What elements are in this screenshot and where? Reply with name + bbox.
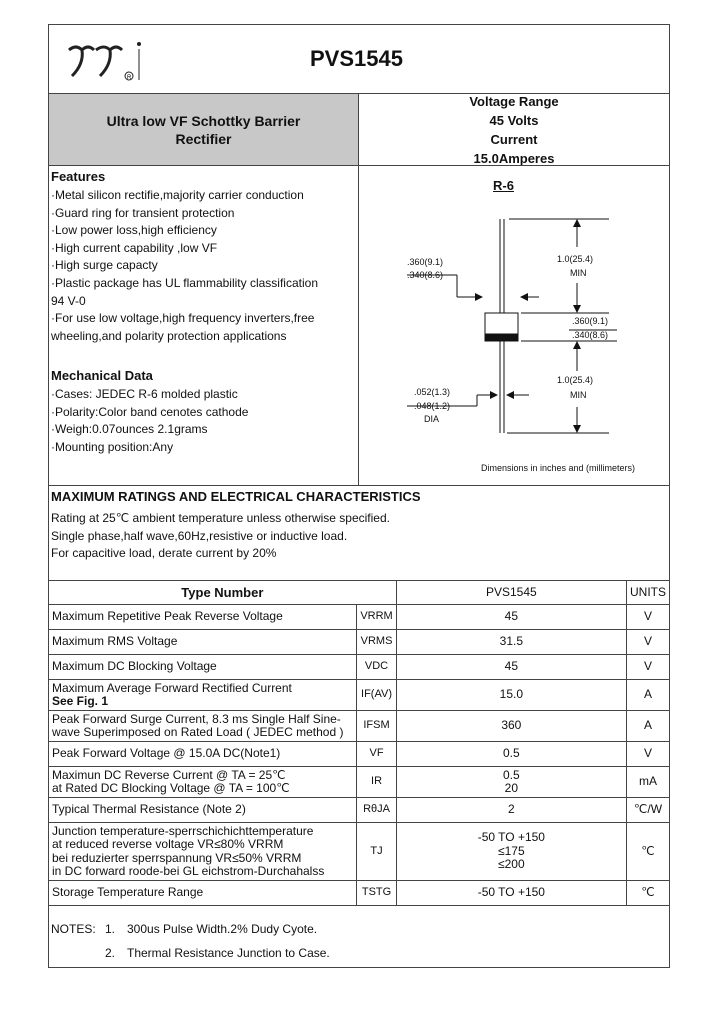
row-unit: A: [626, 680, 669, 711]
table-row: [49, 798, 670, 823]
row-symbol: TJ: [357, 823, 396, 881]
svg-text:R: R: [127, 75, 132, 81]
mechanical-item: ·Mounting position:Any: [51, 439, 174, 454]
row-value: 0.5: [396, 742, 626, 767]
mechanical-item: ·Weigh:0.07ounces 2.1grams: [51, 422, 208, 437]
note-2-text: Thermal Resistance Junction to Case.: [127, 946, 330, 960]
row-unit: V: [626, 630, 669, 655]
row-param-line2: at reduced reverse voltage VR≤80% VRRM: [52, 837, 284, 851]
feature-item: ·For use low voltage,high frequency inverters,free: [51, 311, 315, 326]
row-value-line1: 0.5: [503, 767, 520, 782]
condition-line: For capacitive load, derate current by 20%: [51, 546, 277, 560]
row-unit: mA: [626, 767, 669, 798]
row-value: [396, 823, 626, 881]
row-param: [49, 823, 357, 881]
mechanical-title: Mechanical Data: [51, 368, 153, 383]
table-row: [49, 630, 670, 655]
row-param-line1: Junction temperature-sperrschichichttemperature: [52, 823, 314, 838]
row-value: [396, 767, 626, 798]
package-outline-diagram: [359, 195, 669, 465]
row-value-line2: ≤175: [498, 843, 525, 858]
mechanical-item: ·Polarity:Color band cenotes cathode: [51, 404, 249, 419]
table-row: [49, 881, 670, 906]
logo-mark: [64, 34, 154, 84]
row-symbol: VDC: [357, 655, 396, 680]
mechanical-item: ·Cases: JEDEC R-6 molded plastic: [51, 387, 238, 401]
row-param-line4: in DC forward roode-bei GL eichstrom-Durchahalss: [52, 864, 325, 878]
table-row: [49, 655, 670, 680]
table-row: [49, 605, 670, 630]
feature-item: ·Plastic package has UL flammability classification: [51, 275, 318, 290]
row-symbol: VF: [357, 742, 396, 767]
voltage-range-label: Voltage Range: [469, 93, 559, 109]
dim-dia-b: .048(1.2): [414, 401, 451, 411]
ratings-summary: [359, 94, 669, 165]
product-description: [49, 94, 358, 165]
row-unit: V: [626, 742, 669, 767]
notes-label: NOTES:: [51, 922, 96, 936]
dim-min: MIN: [570, 268, 587, 278]
table-row: [49, 767, 670, 798]
features-title: Features: [51, 169, 106, 184]
row-value: 45: [396, 655, 626, 680]
features-list: [51, 187, 356, 345]
dim-dia-label: DIA: [424, 414, 440, 424]
row-param: Storage Temperature Range: [49, 881, 357, 906]
rating-conditions: [51, 510, 390, 563]
row-symbol: IR: [357, 767, 396, 798]
dim-top-b: .340(8.6): [407, 270, 444, 280]
dim-dia-a: .052(1.3): [414, 387, 451, 397]
ratings-table: [48, 580, 670, 906]
row-symbol: VRRM: [357, 605, 396, 630]
package-name: R-6: [493, 178, 514, 193]
row-value: 360: [396, 711, 626, 742]
row-symbol: TSTG: [357, 881, 396, 906]
row-param: Maximum Repetitive Peak Reverse Voltage: [49, 605, 357, 630]
row-param: Maximum DC Blocking Voltage: [49, 655, 357, 680]
row-unit: V: [626, 605, 669, 630]
dim-body-b: .340(8.6): [572, 330, 609, 340]
row-symbol: IF(AV): [357, 680, 396, 711]
condition-line: Single phase,half wave,60Hz,resistive or inductive load.: [51, 528, 348, 543]
feature-item: ·Guard ring for transient protection: [51, 205, 235, 220]
description-line1: Ultra low VF Schottky Barrier: [106, 112, 301, 129]
feature-item: wheeling,and polarity protection applications: [51, 328, 287, 343]
description-line2: Rectifier: [175, 130, 232, 147]
feature-item: 94 V-0: [51, 293, 86, 308]
table-row: [49, 823, 670, 881]
row-value: 2: [396, 798, 626, 823]
company-logo: [64, 34, 154, 84]
header-part: PVS1545: [396, 581, 626, 605]
table-row: [49, 742, 670, 767]
row-param: [49, 711, 357, 742]
dim-lead-length-2: 1.0(25.4): [557, 375, 594, 385]
header-units: UNITS: [626, 581, 669, 605]
note-2-number: 2.: [105, 946, 116, 960]
row-param-line2: at Rated DC Blocking Voltage @ TA = 100℃: [52, 781, 290, 795]
row-param-line2: wave Superimposed on Rated Load ( JEDEC method ): [52, 725, 344, 739]
dim-top-a: .360(9.1): [407, 257, 444, 267]
row-param-line1: Maximun DC Reverse Current @ TA = 25℃: [52, 767, 286, 782]
row-unit: ℃/W: [626, 798, 669, 823]
note-1-text: 300us Pulse Width.2% Dudy Cyote.: [127, 922, 318, 936]
dim-body-a: .360(9.1): [572, 316, 609, 326]
table-row: [49, 711, 670, 742]
row-value-line1: -50 TO +150: [477, 830, 545, 845]
current-label: Current: [490, 131, 538, 147]
notes: [51, 922, 330, 964]
row-param: [49, 680, 357, 711]
row-unit: ℃: [626, 823, 669, 881]
dim-min-2: MIN: [570, 390, 587, 400]
header-type-number: Type Number: [49, 581, 397, 605]
table-row: [49, 680, 670, 711]
part-number-title: PVS1545: [310, 46, 403, 71]
row-param-line2: See Fig. 1: [52, 694, 109, 708]
row-value-line3: ≤200: [498, 857, 525, 872]
feature-item: ·High current capability ,low VF: [51, 240, 218, 255]
row-param: Typical Thermal Resistance (Note 2): [49, 798, 357, 823]
feature-item: ·High surge capacty: [51, 258, 158, 273]
row-unit: V: [626, 655, 669, 680]
voltage-value: 45 Volts: [489, 112, 539, 128]
dimensions-caption: Dimensions in inches and (millimeters): [481, 463, 636, 473]
row-param: [49, 767, 357, 798]
row-param: Maximum RMS Voltage: [49, 630, 357, 655]
feature-item: ·Metal silicon rectifie,majority carrier conduction: [51, 188, 304, 202]
row-value: 45: [396, 605, 626, 630]
dim-lead-length: 1.0(25.4): [557, 254, 594, 264]
note-1-number: 1.: [105, 922, 116, 936]
ratings-title: MAXIMUM RATINGS AND ELECTRICAL CHARACTERISTICS: [51, 489, 421, 504]
row-value: -50 TO +150: [396, 881, 626, 906]
row-unit: A: [626, 711, 669, 742]
row-value-line2: 20: [504, 781, 519, 795]
feature-item: ·Low power loss,high efficiency: [51, 223, 217, 238]
row-param-line3: bei reduzierter sperrspannung VR≤50% VRRM: [52, 850, 302, 865]
row-value: 31.5: [396, 630, 626, 655]
row-param-line1: Peak Forward Surge Current, 8.3 ms Single Half Sine-: [52, 711, 341, 726]
row-symbol: IFSM: [357, 711, 396, 742]
row-param: Peak Forward Voltage @ 15.0A DC(Note1): [49, 742, 357, 767]
row-unit: ℃: [626, 881, 669, 906]
table-header-row: [49, 581, 670, 605]
current-value: 15.0Amperes: [473, 150, 555, 166]
row-param-line1: Maximum Average Forward Rectified Current: [52, 680, 292, 695]
condition-line: Rating at 25℃ ambient temperature unless otherwise specified.: [51, 511, 390, 525]
row-symbol: RθJA: [357, 798, 396, 823]
mechanical-list: [51, 386, 356, 456]
row-value: 15.0: [396, 680, 626, 711]
row-symbol: VRMS: [357, 630, 396, 655]
